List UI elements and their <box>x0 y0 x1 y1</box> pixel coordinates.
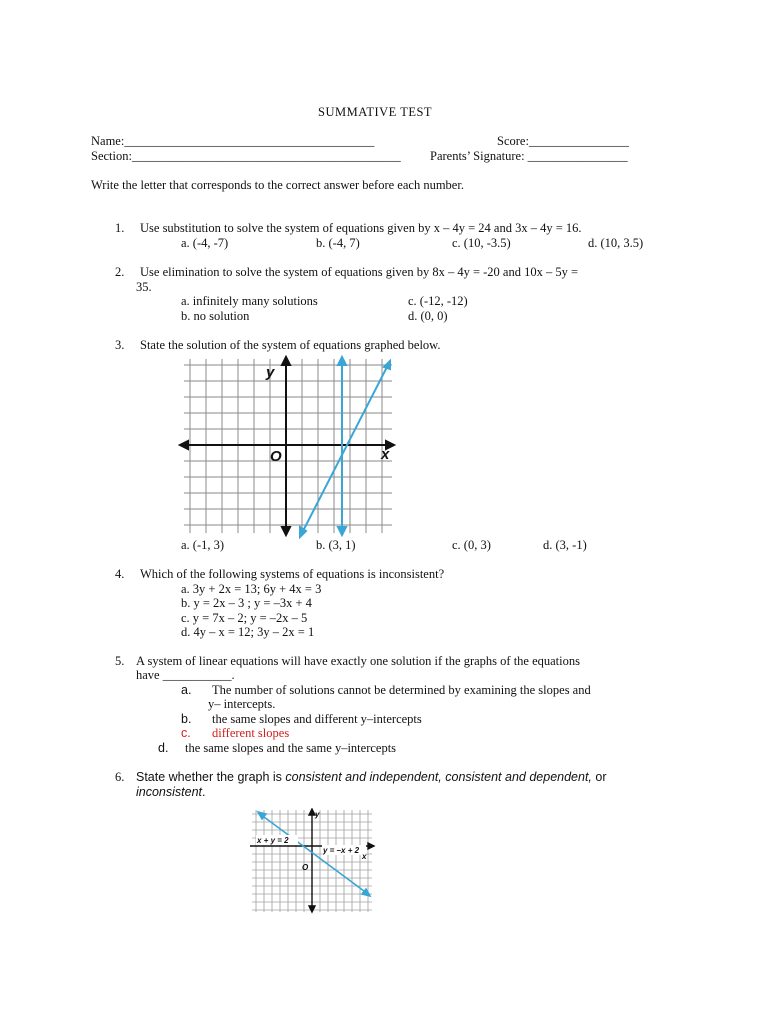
q3-lines <box>300 357 390 537</box>
q3-y-label: y <box>266 364 275 381</box>
q3-x-label: x <box>381 446 390 463</box>
q5-option-a-letter: a. <box>181 683 192 697</box>
name-field: Name:________________________________________ <box>91 134 375 148</box>
q1-option-a: a. (-4, -7) <box>181 236 229 250</box>
section-field: Section:___________________________________________ <box>91 149 401 163</box>
q5-text-line1: A system of linear equations will have exactly one solution if the graphs of the equations <box>136 654 580 668</box>
q3-option-b: b. (3, 1) <box>316 538 356 552</box>
q6-text-pre: State whether the graph is <box>136 770 286 784</box>
q6-text-or: or <box>591 770 607 784</box>
q6-text-end: . <box>202 785 206 799</box>
q4-option-a: a. 3y + 2x = 13; 6y + 4x = 3 <box>181 582 322 596</box>
q6-right-equation-label: y = –x + 2 <box>323 846 360 855</box>
q3-option-c: c. (0, 3) <box>452 538 491 552</box>
q1-option-b: b. (-4, 7) <box>316 236 360 250</box>
q2-text-line1: Use elimination to solve the system of equations given by 8x – 4y = -20 and 10x – 5y = <box>140 265 579 279</box>
instructions: Write the letter that corresponds to the correct answer before each number. <box>91 178 464 192</box>
q4-option-b: b. y = 2x – 3 ; y = –3x + 4 <box>181 596 312 610</box>
q5-option-b: the same slopes and different y–intercepts <box>212 712 422 726</box>
q6-y-label: y <box>315 810 320 819</box>
q6-text-line2 <box>136 785 206 799</box>
q3-origin-label: O <box>270 448 282 465</box>
q6-text-line1 <box>136 770 607 784</box>
q3-option-a: a. (-1, 3) <box>181 538 225 552</box>
q5-option-d-letter: d. <box>158 741 169 755</box>
parents-signature-field: Parents’ Signature: ________________ <box>430 149 628 163</box>
q1-number: 1. <box>115 221 125 235</box>
q3-option-d: d. (3, -1) <box>543 538 587 552</box>
q5-text-line2: have ___________. <box>136 668 235 682</box>
q5-option-a-line1: The number of solutions cannot be determined by examining the slopes and <box>212 683 591 697</box>
score-field: Score:________________ <box>497 134 629 148</box>
q5-option-b-letter: b. <box>181 712 192 726</box>
q4-text: Which of the following systems of equations is inconsistent? <box>140 567 445 581</box>
q3-number: 3. <box>115 338 125 352</box>
q6-graph <box>248 808 376 914</box>
q2-option-d: d. (0, 0) <box>408 309 448 323</box>
q3-text: State the solution of the system of equations graphed below. <box>140 338 441 352</box>
q1-text: Use substitution to solve the system of equations given by x – 4y = 24 and 3x – 4y = 16. <box>140 221 582 235</box>
q2-number: 2. <box>115 265 125 279</box>
q2-text-line2: 35. <box>136 280 152 294</box>
q6-left-equation-label: x + y = 2 <box>257 836 289 845</box>
q4-option-d: d. 4y – x = 12; 3y – 2x = 1 <box>181 625 315 639</box>
q1-option-c: c. (10, -3.5) <box>452 236 511 250</box>
q6-axes <box>250 809 374 912</box>
q4-number: 4. <box>115 567 125 581</box>
q5-number: 5. <box>115 654 125 668</box>
q6-origin-label: O <box>302 863 309 872</box>
q2-option-c: c. (-12, -12) <box>408 294 468 308</box>
q5-option-c-letter: c. <box>181 726 191 740</box>
page-title: SUMMATIVE TEST <box>318 105 433 119</box>
q1-option-d: d. (10, 3.5) <box>588 236 644 250</box>
q2-option-b: b. no solution <box>181 309 250 323</box>
q6-text-emphasis2: inconsistent <box>136 785 203 799</box>
q3-graph <box>178 355 398 540</box>
q6-x-label: x <box>362 852 367 861</box>
q5-option-a-line2: y– intercepts. <box>208 697 276 711</box>
q5-option-c: different slopes <box>212 726 290 740</box>
q6-text-emphasis1: consistent and independent, consistent and dependent, <box>285 770 592 784</box>
q6-number: 6. <box>115 770 125 784</box>
q3-axes <box>180 357 394 535</box>
q5-option-d: the same slopes and the same y–intercepts <box>185 741 397 755</box>
q4-option-c: c. y = 7x – 2; y = –2x – 5 <box>181 611 308 625</box>
q2-option-a: a. infinitely many solutions <box>181 294 318 308</box>
